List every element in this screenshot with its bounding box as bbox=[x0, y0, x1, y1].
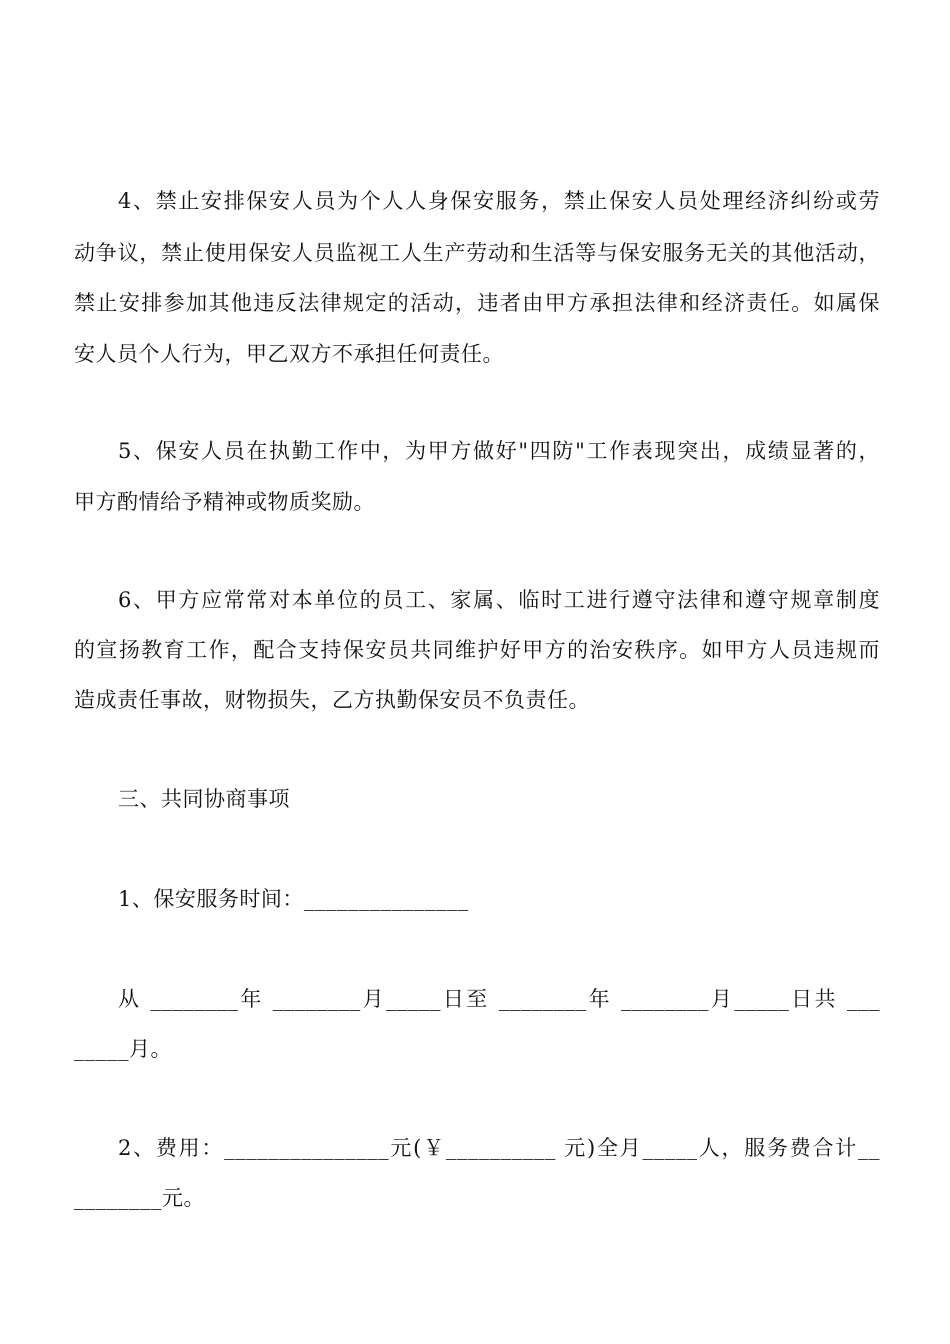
clause-4-line-2: 动争议，禁止使用保安人员监视工人生产劳动和生活等与保安服务无关的其他活动， bbox=[74, 241, 880, 265]
clause-4-line-3: 禁止安排参加其他违反法律规定的活动，违者由甲方承担法律和经济责任。如属保 bbox=[74, 291, 880, 315]
service-period-line-2: _____月。 bbox=[74, 1037, 172, 1061]
clause-6-line-1: 6、甲方应常常对本单位的员工、家属、临时工进行遵守法律和遵守规章制度 bbox=[118, 588, 880, 612]
clause-5-line-1: 5、保安人员在执勤工作中，为甲方做好"四防"工作表现突出，成绩显著的， bbox=[118, 439, 880, 463]
section-3-heading: 三、共同协商事项 bbox=[118, 787, 290, 811]
clause-5-line-2: 甲方酌情给予精神或物质奖励。 bbox=[74, 490, 375, 514]
clause-6-line-3: 造成责任事故，财物损失，乙方执勤保安员不负责任。 bbox=[74, 688, 590, 712]
item-2-fee-line-2: ________元。 bbox=[74, 1186, 205, 1210]
clause-4-line-4: 安人员个人行为，甲乙双方不承担任何责任。 bbox=[74, 342, 504, 366]
clause-6-line-2: 的宣扬教育工作，配合支持保安员共同维护好甲方的治安秩序。如甲方人员违规而 bbox=[74, 638, 880, 662]
clause-4-line-1: 4、禁止安排保安人员为个人人身保安服务，禁止保安人员处理经济纠纷或劳 bbox=[118, 189, 880, 213]
item-1-service-time: 1、保安服务时间：_______________ bbox=[118, 887, 469, 911]
service-period-line-1: 从 ________年 ________月_____日至 ________年 ________月_____日共 ___ bbox=[118, 987, 880, 1011]
item-2-fee-line-1: 2、费用：_______________元(￥__________ 元)全月_____人，服务费合计__ bbox=[118, 1136, 880, 1160]
